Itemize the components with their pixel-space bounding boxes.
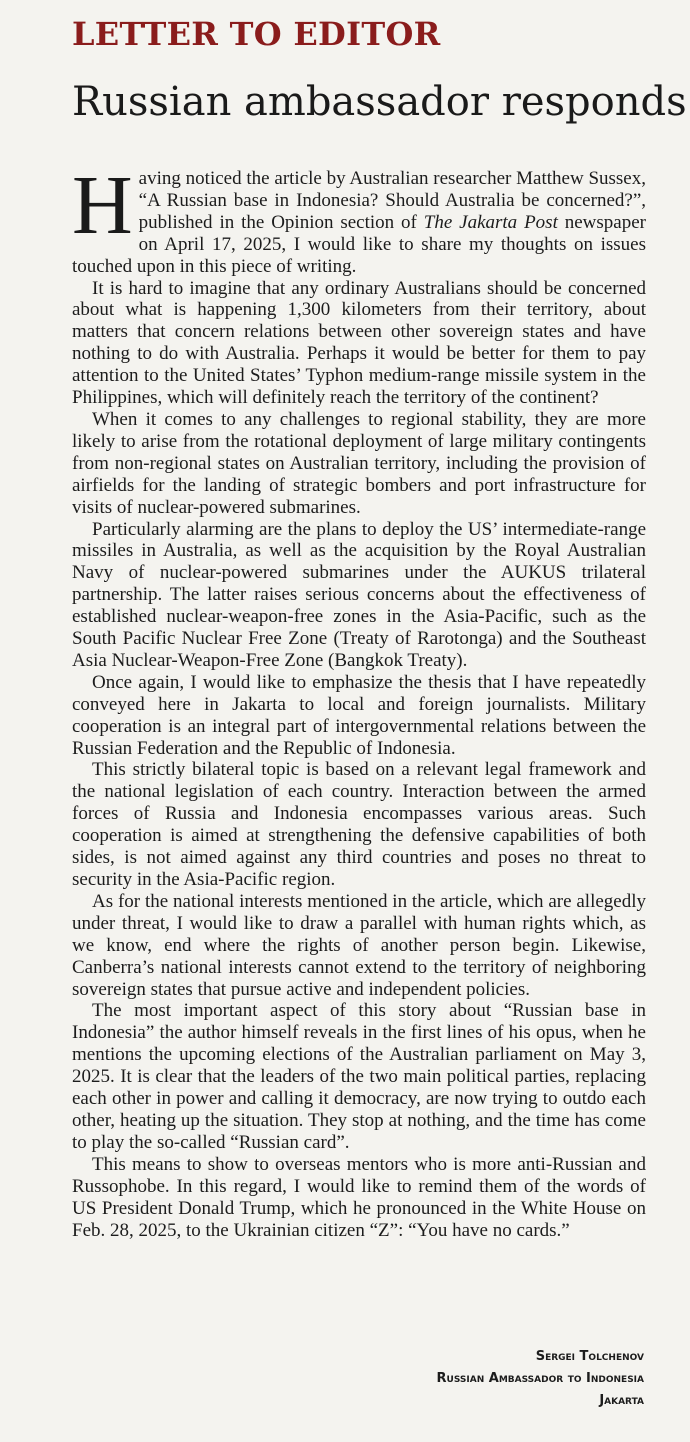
- letter-paragraph-4: Particularly alarming are the plans to deploy the US’ intermediate-range missiles in Australia, as well as the acquisition by the Royal Australian Navy of nuclear-powered submarines under the AUKUS trilateral partnership. The latter raises serious concerns about the effectiveness of established nuclear-weapon-free zones in the Asia-Pacific, such as the South Pacific Nuclear Free Zone (Treaty of Rarotonga) and the Southeast Asia Nuclear-Weapon-Free Zone (Bangkok Treaty).: [72, 518, 646, 671]
- letter-paragraph-9: This means to show to overseas mentors who is more anti-Russian and Russophobe. In this regard, I would like to remind them of the words of US President Donald Trump, which he pronounced in the White House on Feb. 28, 2025, to the Ukrainian citizen “Z”: “You have no cards.”: [72, 1153, 646, 1241]
- drop-cap: H: [72, 159, 133, 252]
- signature-block: [437, 1346, 644, 1412]
- letter-paragraph-3: When it comes to any challenges to regional stability, they are more likely to arise from the rotational deployment of large military contingents from non-regional states on Australian territory, including the provision of airfields for the landing of strategic bombers and port infrastructure for visits of nuclear-powered submarines.: [72, 408, 646, 518]
- headline: Russian ambassador responds: [72, 79, 687, 125]
- p1-text-before: aving noticed the article by Australian researcher Matthew Sussex, “A Russian base in Indonesia? Should Australia be concerned?”, published in the Opinion section of: [138, 168, 646, 233]
- author-location: Jakarta: [599, 1393, 644, 1408]
- p1-text-after: newspaper on April 17, 2025, I would like to share my thoughts on issues touched upon in this piece of writing.: [72, 211, 646, 277]
- letter-paragraph-2: It is hard to imagine that any ordinary Australians should be concerned about what is happening 1,300 kilometers from their territory, about matters that concern relations between other sovereign states and have nothing to do with Australia. Perhaps it would be better for them to pay attention to the United States’ Typhon medium-range missile system in the Philippines, which will definitely reach the territory of the continent?: [72, 277, 646, 409]
- section-label: LETTER TO EDITOR: [72, 15, 441, 53]
- publication-name: The Jakarta Post: [423, 211, 558, 233]
- author-title: Russian Ambassador to Indonesia: [436, 1371, 644, 1386]
- letter-paragraph-8: The most important aspect of this story about “Russian base in Indonesia” the author himself reveals in the first lines of his opus, when he mentions the upcoming elections of the Australian parliament on May 3, 2025. It is clear that the leaders of the two main political parties, replacing each other in power and calling it democracy, are now trying to outdo each other, heating up the situation. They stop at nothing, and the time has come to play the so-called “Russian card”.: [72, 1000, 646, 1153]
- letter-paragraph-1: [72, 159, 646, 278]
- letter-paragraph-6: This strictly bilateral topic is based on a relevant legal framework and the national legislation of each country. Interaction between the armed forces of Russia and Indonesia encompasses various areas. Such cooperation is aimed at strengthening the defensive capabilities of both sides, is not aimed against any third countries and poses no threat to security in the Asia-Pacific region.: [72, 759, 646, 890]
- letter-paragraph-7: As for the national interests mentioned in the article, which are allegedly under threat, I would like to draw a parallel with human rights which, as we know, end where the rights of another person begin. Likewise, Canberra’s national interests cannot extend to the territory of neighboring sovereign states that pursue active and independent policies.: [72, 890, 646, 1000]
- author-name: Sergei Tolchenov: [535, 1349, 644, 1364]
- letter-paragraph-5: Once again, I would like to emphasize the thesis that I have repeatedly conveyed here in Jakarta to local and foreign journalists. Military cooperation is an integral part of intergovernmental relations between the Russian Federation and the Republic of Indonesia.: [72, 671, 646, 759]
- letter-body: [72, 159, 646, 1241]
